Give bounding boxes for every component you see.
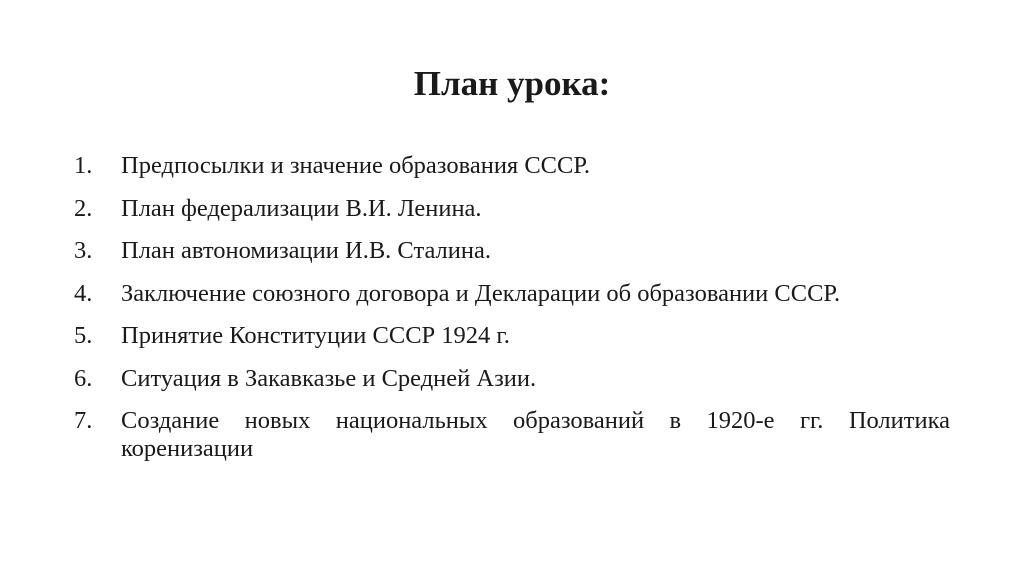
list-item-text: План автономизации И.В. Сталина. <box>121 237 491 264</box>
list-item-text: Заключение союзного договора и Декларации об образовании СССР. <box>121 279 841 307</box>
list-item-text: Предпосылки и значение образования СССР. <box>121 152 591 179</box>
list-item <box>74 152 950 180</box>
list-item <box>74 322 950 350</box>
list-item-number: 1. <box>74 152 93 179</box>
list-item <box>74 365 950 393</box>
list-item-text: Ситуация в Закавказье и Средней Азии. <box>121 364 537 392</box>
list-item-number: 2. <box>74 194 93 222</box>
list-item-text: Принятие Конституции СССР 1924 г. <box>121 322 510 349</box>
list-item-text: Создание новых национальных образований в 1920-е гг. Политика коренизации <box>121 407 950 462</box>
list-item <box>74 280 950 308</box>
list-item <box>74 407 950 463</box>
list-item-number: 6. <box>74 364 93 392</box>
slide-title: План урока: <box>413 64 611 103</box>
list-item-text: План федерализации В.И. Ленина. <box>121 194 482 222</box>
list-item-number: 7. <box>74 407 93 434</box>
list-item <box>74 195 950 223</box>
list-item <box>74 237 950 265</box>
lesson-plan-list <box>74 152 950 478</box>
list-item-number: 3. <box>74 237 93 264</box>
list-item-number: 4. <box>74 279 93 307</box>
list-item-number: 5. <box>74 322 93 349</box>
